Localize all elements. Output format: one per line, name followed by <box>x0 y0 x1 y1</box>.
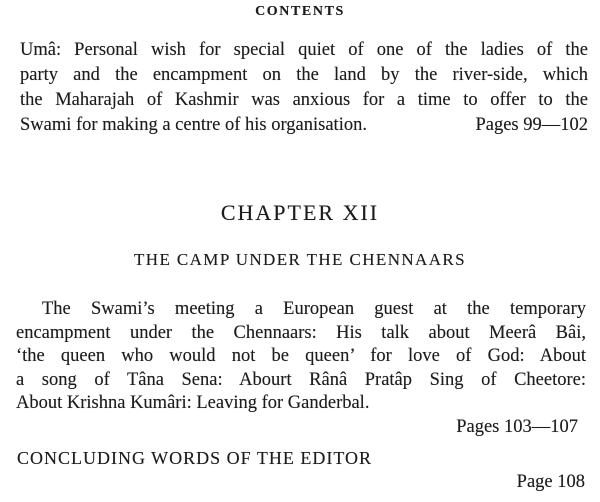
toc-entry-line: Umâ: Personal wish for special quiet of one of the ladies of the <box>20 40 588 60</box>
chapter-title: THE CAMP UNDER THE CHENNAARS <box>134 250 466 269</box>
toc-entry-chapter12 <box>16 298 586 439</box>
toc-entry-line: Swami for making a centre of his organisation. <box>20 115 367 135</box>
toc-entry-line: The Swami’s meeting a European guest at the temporary <box>42 299 586 319</box>
page-range: Pages 99—102 <box>475 115 588 135</box>
toc-entry-line: the Maharajah of Kashmir was anxious for a time to offer to the <box>20 90 588 110</box>
toc-entry-uma <box>20 38 588 138</box>
page-heading: CONTENTS <box>255 4 345 19</box>
toc-entry-line: ‘the queen who would not be queen’ for love of God: About <box>16 346 586 366</box>
concluding-title: CONCLUDING WORDS OF THE EDITOR <box>17 448 373 468</box>
toc-entry-line: About Krishna Kumâri: Leaving for Ganderbal. <box>16 393 370 413</box>
toc-entry-line: a song of Tâna Sena: Abourt Rânâ Pratâp Sing of Cheetore: <box>16 369 586 390</box>
page-range: Pages 103—107 <box>456 416 578 437</box>
toc-entry-line: encampment under the Chennaars: His talk about Meerâ Bâi, <box>16 322 586 343</box>
toc-entry-last-line <box>20 113 588 138</box>
page-number: Page 108 <box>516 472 585 492</box>
toc-entry-line: party and the encampment on the land by the river-side, which <box>20 65 588 85</box>
chapter-heading: CHAPTER XII <box>220 200 380 225</box>
concluding-section <box>17 446 587 494</box>
